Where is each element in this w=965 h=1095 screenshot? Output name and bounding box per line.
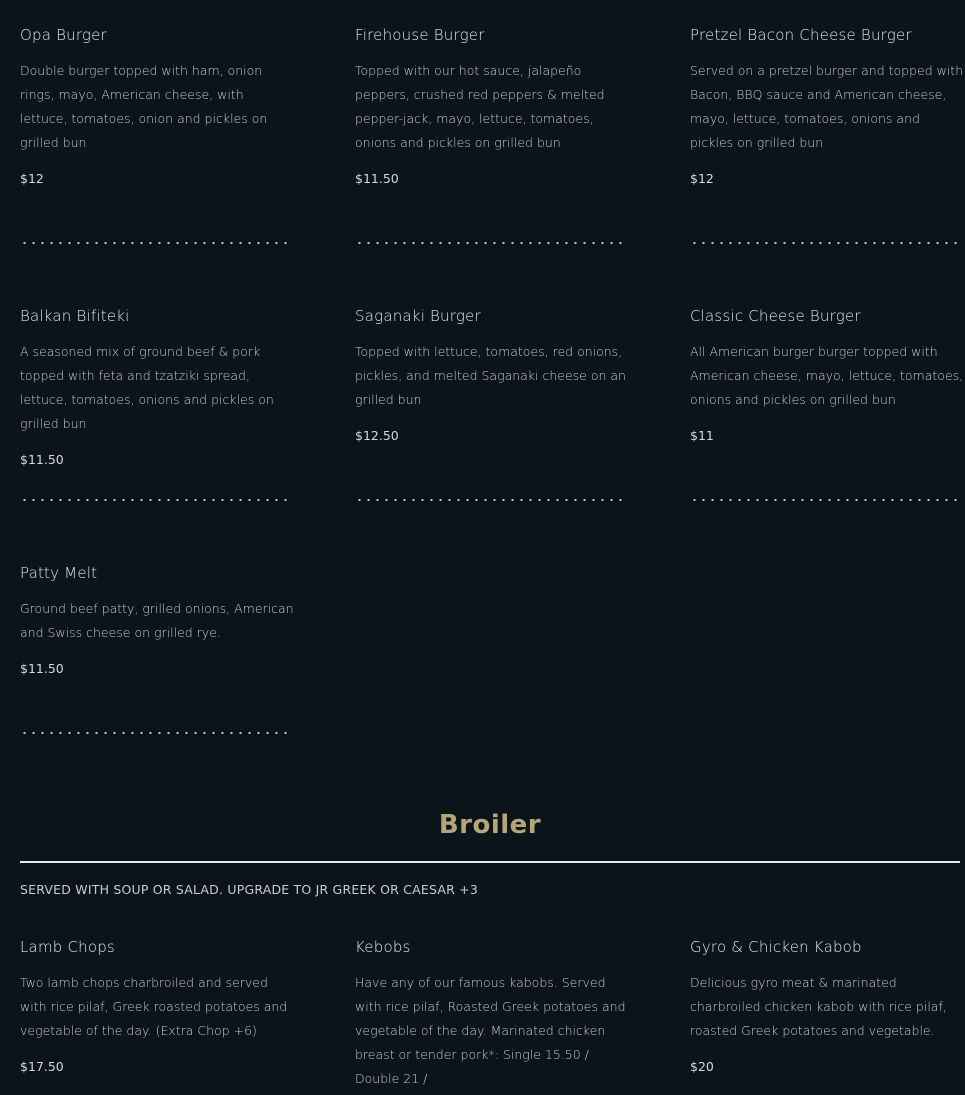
item-description: Two lamb chops charbroiled and served with rice pilaf, Greek roasted potatoes and vegetable of the day. (Extra Chop +6) [20, 975, 288, 1038]
item-name: Firehouse Burger [355, 26, 485, 44]
section-title-broiler: Broiler [438, 810, 542, 840]
item-description: Double burger topped with ham, onion rings, mayo, American cheese, with lettuce, tomatoes, onion and pickles on grilled bun [20, 63, 268, 150]
menu-item-saganaki-burger [355, 306, 630, 444]
item-name: Pretzel Bacon Cheese Burger [690, 26, 912, 44]
menu-item-kebobs [355, 937, 630, 1095]
dotted-divider [355, 498, 627, 502]
item-price: $11.50 [20, 661, 64, 676]
item-name: Kebobs [355, 938, 411, 956]
menu-item-classic-cheese-burger [690, 306, 965, 444]
item-description: Have any of our famous kabobs. Served with rice pilaf, Roasted Greek potatoes and vegetable of the day. Marinated chicken breast or tender pork*: Single 15.50 / Double 21 / [355, 975, 626, 1086]
item-price: $17.50 [20, 1059, 64, 1074]
dotted-divider [20, 498, 292, 502]
item-price: $11.50 [355, 171, 399, 186]
item-description: Served on a pretzel burger and topped with Bacon, BBQ sauce and American cheese, mayo, lettuce, tomatoes, onions and pickles on grilled bun [690, 63, 964, 150]
item-name: Saganaki Burger [355, 307, 481, 325]
item-name: Patty Melt [20, 564, 98, 582]
item-description: Delicious gyro meat & marinated charbroiled chicken kabob with rice pilaf, roasted Greek potatoes and vegetable. [690, 975, 947, 1038]
menu-item-patty-melt [20, 563, 295, 677]
item-description: Ground beef patty, grilled onions, American and Swiss cheese on grilled rye. [20, 601, 294, 640]
item-price: $11 [690, 428, 714, 443]
menu-item-pretzel-bacon-cheese-burger [690, 25, 965, 187]
item-name: Opa Burger [20, 26, 107, 44]
item-name: Lamb Chops [20, 938, 115, 956]
dotted-divider [355, 241, 627, 245]
menu-item-lamb-chops [20, 937, 295, 1075]
dotted-divider [20, 241, 292, 245]
dotted-divider [20, 731, 292, 735]
menu-item-firehouse-burger [355, 25, 630, 187]
item-name: Balkan Bifiteki [20, 307, 130, 325]
item-price: $12 [20, 171, 44, 186]
dotted-divider [690, 241, 962, 245]
dotted-divider [690, 498, 962, 502]
item-price: $12.50 [355, 428, 399, 443]
section-divider [20, 861, 960, 863]
menu-item-opa-burger [20, 25, 295, 187]
item-description: All American burger burger topped with American cheese, mayo, lettuce, tomatoes, onions and pickles on grilled bun [690, 344, 964, 407]
item-price: $20 [690, 1059, 714, 1074]
item-price: $12 [690, 171, 714, 186]
item-description: A seasoned mix of ground beef & pork topped with feta and tzatziki spread, lettuce, tomatoes, onions and pickles on grilled bun [20, 344, 274, 431]
item-description: Topped with our hot sauce, jalapeño peppers, crushed red peppers & melted pepper-jack, mayo, lettuce, tomatoes, onions and pickles on grilled bun [355, 63, 605, 150]
menu-item-gyro-chicken-kabob [690, 937, 965, 1075]
item-description: Topped with lettuce, tomatoes, red onions, pickles, and melted Saganaki cheese on an grilled bun [355, 344, 626, 407]
section-note: SERVED WITH SOUP OR SALAD. UPGRADE TO JR GREEK OR CAESAR +3 [20, 882, 478, 897]
item-name: Gyro & Chicken Kabob [690, 938, 862, 956]
item-name: Classic Cheese Burger [690, 307, 861, 325]
item-price: $11.50 [20, 452, 64, 467]
menu-item-balkan-bifiteki [20, 306, 295, 468]
